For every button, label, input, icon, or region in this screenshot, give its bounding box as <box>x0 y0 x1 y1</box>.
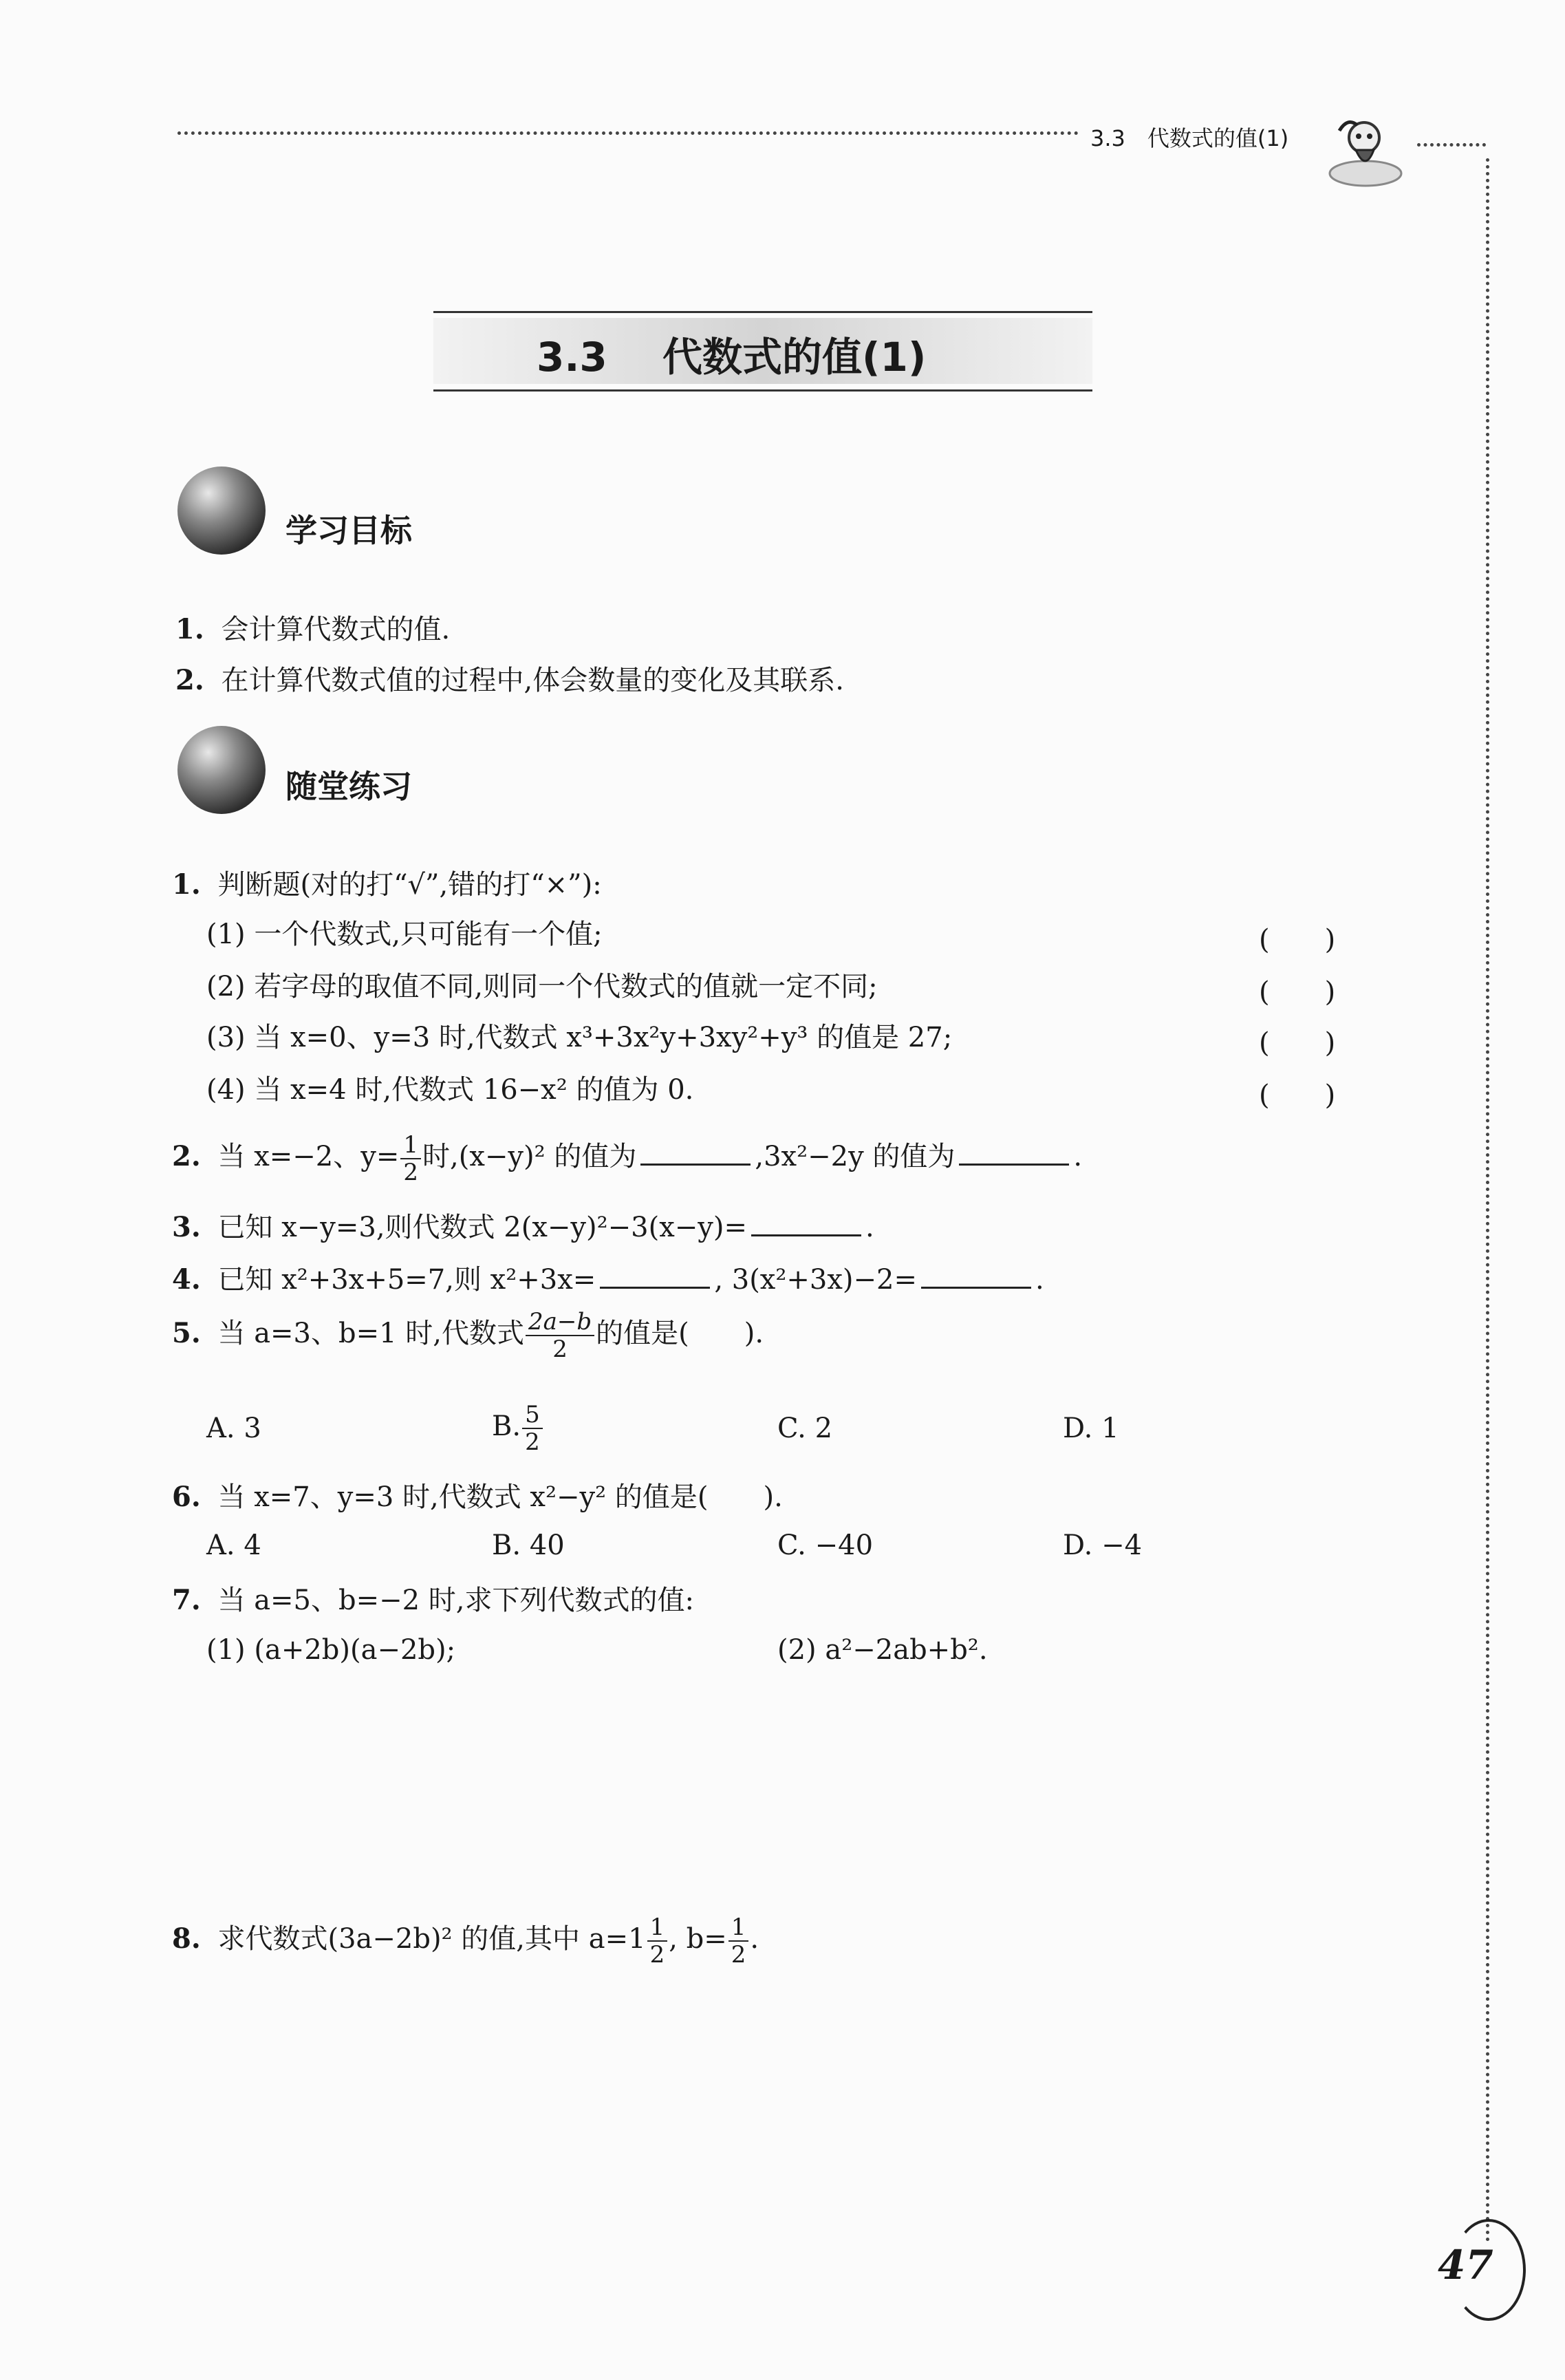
answer-paren[interactable]: ( ) <box>1259 1080 1336 1111</box>
question-1: 1. 判断题(对的打“√”,错的打“×”): <box>172 868 602 901</box>
practice-heading: 随堂练习 <box>285 768 412 805</box>
q1-item: (3) 当 x=0、y=3 时,代数式 x³+3x²y+3xy²+y³ 的值是 27; <box>206 1022 953 1053</box>
title-number: 3.3 <box>537 334 607 380</box>
q5-option-a[interactable]: A. 3 <box>206 1413 261 1444</box>
q1-item: (2) 若字母的取值不同,则同一个代数式的值就一定不同; <box>206 971 878 1003</box>
fraction: $\frac{1}{2}$ <box>728 1914 749 1968</box>
question-6: 6. 当 x=7、y=3 时,代数式 x²−y² 的值是( ). <box>172 1481 783 1513</box>
answer-blank[interactable] <box>751 1210 861 1236</box>
answer-blank[interactable] <box>600 1262 710 1289</box>
answer-blank[interactable] <box>640 1139 751 1166</box>
objective-item: 1. 会计算代数式的值. <box>175 613 451 645</box>
q6-option-a[interactable]: A. 4 <box>206 1530 261 1561</box>
question-5: 5. 当 a=3、b=1 时,代数式 $\frac{2a-b}{2}$ 的值是( ). <box>172 1308 764 1363</box>
fraction: $\frac{1}{2}$ <box>400 1132 421 1186</box>
objectives-globe-icon <box>177 467 266 555</box>
q1-item: (1) 一个代数式,只可能有一个值; <box>206 919 603 950</box>
q7-sub-1: (1) (a+2b)(a−2b); <box>206 1634 456 1666</box>
fraction: $\frac{5}{2}$ <box>522 1402 543 1455</box>
q6-option-c[interactable]: C. −40 <box>777 1530 874 1561</box>
q6-option-b[interactable]: B. 40 <box>492 1530 565 1561</box>
title-top-rule <box>433 311 1092 313</box>
objective-item: 2. 在计算代数式值的过程中,体会数量的变化及其联系. <box>175 664 844 696</box>
question-4: 4. 已知 x²+3x+5=7,则 x²+3x= , 3(x²+3x)−2= . <box>172 1263 1044 1296</box>
mascot-icon <box>1324 110 1407 193</box>
title-text: 代数式的值(1) <box>662 334 927 380</box>
practice-globe-icon <box>177 726 266 814</box>
answer-paren[interactable]: ( ) <box>1259 976 1336 1008</box>
page-title <box>537 325 926 383</box>
q5-option-b[interactable]: B. $\frac{5}{2}$ <box>492 1395 544 1457</box>
running-title: 3.3 代数式的值(1) <box>1090 125 1289 151</box>
q5-option-c[interactable]: C. 2 <box>777 1413 833 1444</box>
header-rule <box>177 131 1079 135</box>
answer-blank[interactable] <box>921 1262 1031 1289</box>
fraction: $\frac{1}{2}$ <box>647 1914 668 1968</box>
question-2: 2. 当 x=−2、y= $\frac{1}{2}$ 时,(x−y)² 的值为 ,3x²−2y 的值为 . <box>172 1131 1083 1186</box>
q6-option-d[interactable]: D. −4 <box>1063 1530 1143 1561</box>
answer-paren[interactable]: ( ) <box>1259 1027 1336 1059</box>
q5-option-d[interactable]: D. 1 <box>1063 1413 1119 1444</box>
page-number: 47 <box>1438 2242 1493 2288</box>
exercise-area <box>172 866 1376 1969</box>
answer-blank[interactable] <box>959 1139 1069 1166</box>
title-bottom-rule <box>433 389 1092 392</box>
right-margin-rule <box>1486 158 1489 2243</box>
question-3: 3. 已知 x−y=3,则代数式 2(x−y)²−3(x−y)= . <box>172 1211 874 1243</box>
objectives-list <box>175 610 1414 707</box>
q7-sub-2: (2) a²−2ab+b². <box>777 1634 988 1666</box>
header-rule-right <box>1417 143 1486 147</box>
objectives-heading: 学习目标 <box>285 512 412 549</box>
answer-paren[interactable]: ( ) <box>1259 924 1336 956</box>
question-8: 8. 求代数式(3a−2b)² 的值,其中 a=1 $\frac{1}{2}$ , b= $\frac{1}{2}$ . <box>172 1913 759 1969</box>
question-7: 7. 当 a=5、b=−2 时,求下列代数式的值: <box>172 1584 695 1616</box>
fraction: $\frac{2a-b}{2}$ <box>526 1309 594 1362</box>
q1-item: (4) 当 x=4 时,代数式 16−x² 的值为 0. <box>206 1074 694 1106</box>
